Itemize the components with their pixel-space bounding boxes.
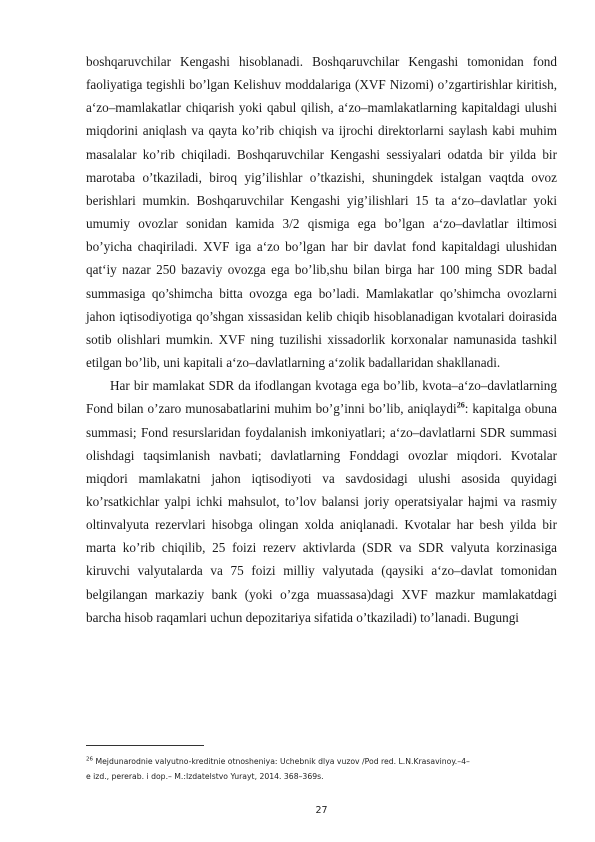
footnote-number: 26	[86, 756, 93, 763]
footnote-text-1: Mejdunarodnie valyutno-kreditnie otnosheniya: Uchebnik dlya vuzov /Pod red. L.N.Krasavinoy.–4–	[93, 757, 470, 766]
body-text	[86, 50, 557, 629]
footnote-separator	[86, 745, 204, 746]
footnote-line-1	[86, 754, 557, 769]
footnote	[86, 754, 557, 784]
paragraph-1: boshqaruvchilar Kengashi hisoblanadi. Boshqaruvchilar Kengashi tomonidan fond faoliyatiga tegishli bo’lgan Kelishuv moddalariga (XVF Nizomi) o’zgartirishlar kiritish, a‘zo–mamlakatlar chiqarish yoki qabul qilish, a‘zo–mamlakatlarning kapitaldagi ulushi miqdorini aniqlash va qayta ko’rib chiqish va ijrochi direktorlarni saylash kabi muhim masalalar ko’rib chiqiladi. Boshqaruvchilar Kengashi sessiyalari odatda bir yilda bir marotaba o’tkaziladi, biroq yig’ilishlar o’tkazishi, shuningdek istalgan vaqtda ovoz berishlari mumkin. Boshqaruvchilar Kengashi yig’ilishlari 15 ta a‘zo–davlatlar yoki umumiy ovozlar sonidan kamida 3/2 qismiga ega bo’lgan a‘zo–davlatlar iltimosi bo’yicha chaqiriladi. XVF iga a‘zo bo’lgan har bir davlat fond kapitaldagi ulushidan qat‘iy nazar 250 bazaviy ovozga ega bo’lib,shu bilan birga har 100 ming SDR badal summasiga qo’shimcha bitta ovozga ega bo’ladi. Mamlakatlar qo’shimcha ovozlarni jahon iqtisodiyotiga qo’shgan xissasidan kelib chiqib hisoblanadigan kvotalari doirasida sotib olishlari mumkin. XVF ning tuzilishi xissadorlik korxonalar namunasida tashkil etilgan bo’lib, uni kapitali a‘zo–davlatlarning a‘zolik badallaridan shakllanadi.	[86, 54, 557, 371]
paragraph-2-text-end: : kapitalga obuna summasi; Fond resurslaridan foydalanish imkoniyatlari; a‘zo–davlatlarni SDR summasi olishdagi taqsimlanish navbati; davlatlarning Fonddagi ovozlar miqdori. Kvotalar miqdori mamlakatni jahon iqtisodiyoti va savdosidagi ulushi asosida quyidagi ko’rsatkichlar yalpi ichki mahsulot, to’lov balansi joriy operatsiyalar hajmi va rasmiy oltinvalyuta rezervlari hisobga olingan xolda aniqlanadi. Kvotalar har besh yilda bir marta ko’rib chiqilib, 25 foizi rezerv aktivlarda (SDR va SDR valyuta korzinasiga kiruvchi valyutalarda va 75 foizi milliy valyutada (qaysiki a‘zo–davlat tomonidan belgilangan markaziy bank (yoki o’zga muassasa)dagi XVF mazkur mamlakatdagi barcha hisob raqamlari uchun depozitariya sifatida o’tkaziladi) to’lanadi. Bugungi	[86, 401, 557, 625]
paragraph-2-text-start: Har bir mamlakat SDR da ifodlangan kvotaga ega bo’lib, kvota–a‘zo–davlatlarning Fond bilan o’zaro munosabatlarini muhim bo’g’inni bo’lib, aniqlaydi	[86, 378, 557, 417]
footnote-line-2: e izd., pererab. i dop.– M.:Izdatelstvo Yurayt, 2014. 368–369s.	[86, 772, 324, 781]
paragraph-2	[86, 374, 557, 629]
footnote-reference[interactable]: 26	[456, 400, 465, 410]
page-number: 27	[315, 805, 328, 816]
